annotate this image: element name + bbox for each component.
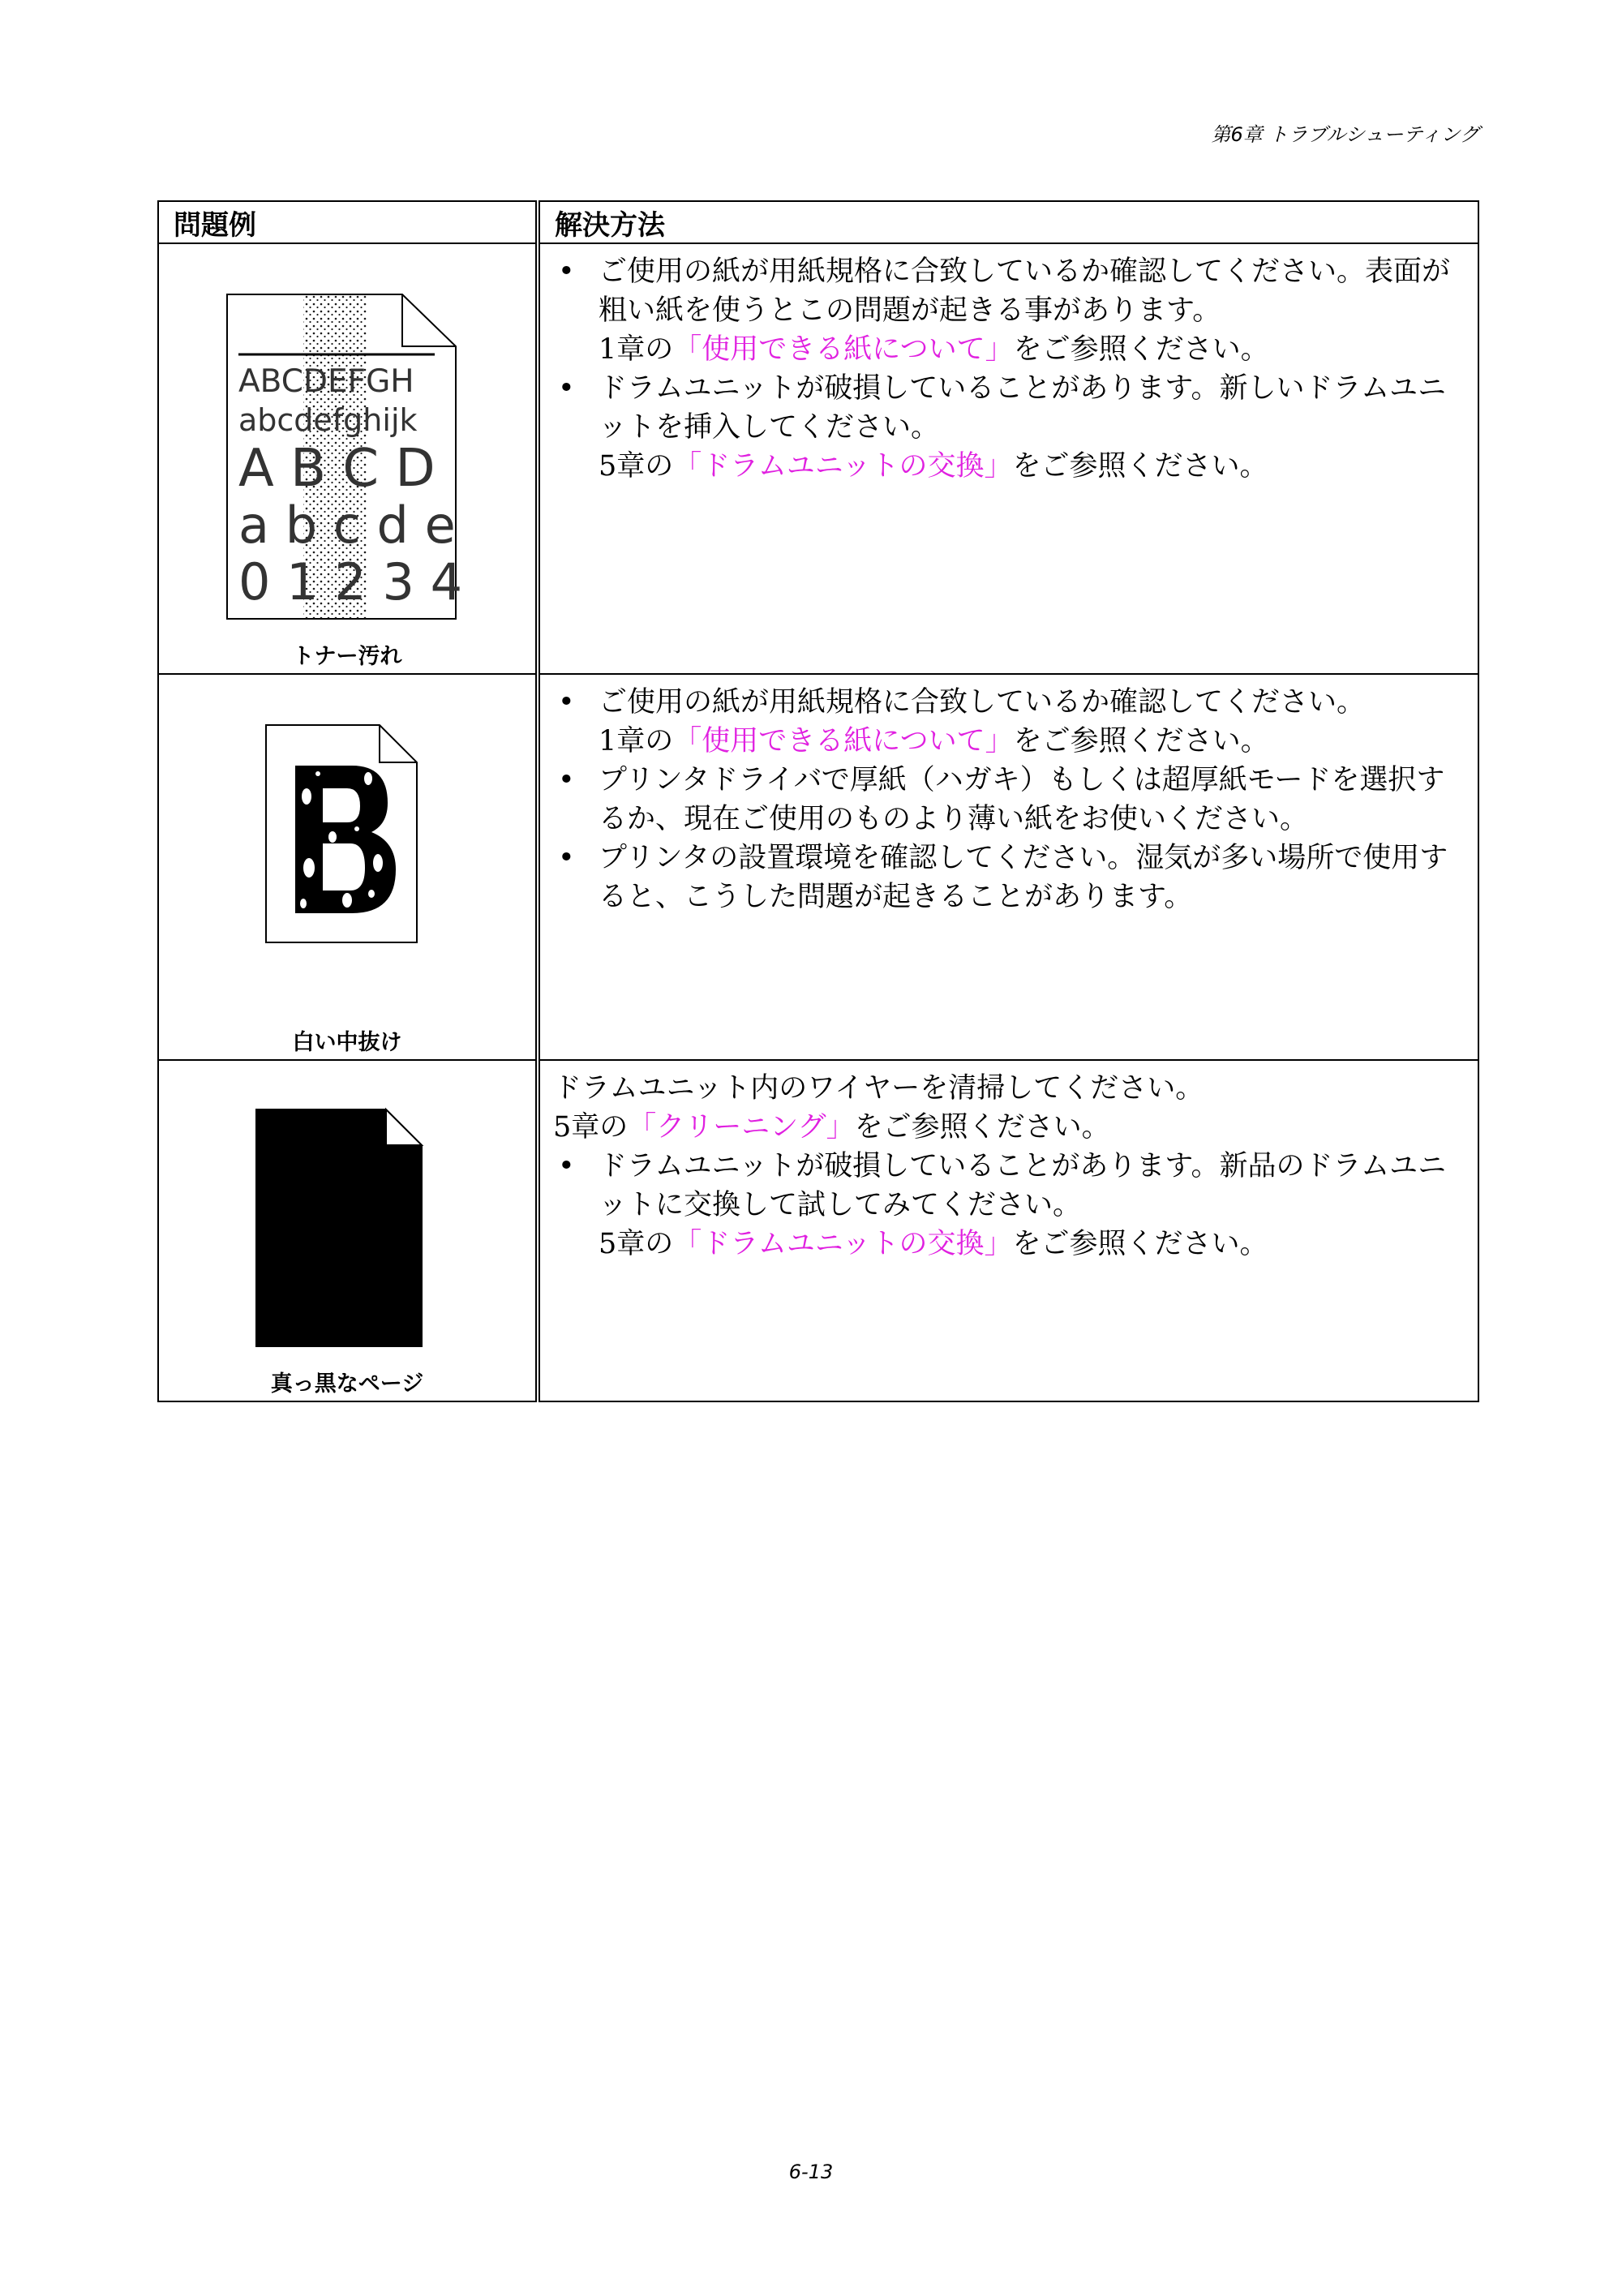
reference-prefix: 1章の	[599, 333, 674, 366]
page-fold	[386, 1109, 422, 1145]
page-number: 6-13	[788, 2161, 834, 2183]
reference-link-cleaning[interactable]: 「クリーニング」	[628, 1111, 855, 1144]
problem-caption: トナー汚れ	[292, 644, 402, 669]
reference-prefix: 5章の	[553, 1111, 629, 1144]
white-spots-illustration	[159, 675, 516, 1024]
solution-text: • プリンタの設置環境を確認してください。湿気が多い場所で使用すると、こうした問題が起きることがあります。	[599, 842, 1448, 913]
list-item	[553, 369, 1461, 486]
reference-link-drum[interactable]: 「ドラムユニットの交換」	[673, 1228, 1013, 1260]
solution-text: • ご使用の紙が用紙規格に合致しているか確認してください。表面が粗い紙を使うとこの問題が起きる事があります。	[599, 255, 1451, 327]
solution-cell-toner-smear	[538, 243, 1478, 674]
reference-prefix: 5章の	[599, 1228, 674, 1260]
reference-link-drum[interactable]: 「ドラムユニットの交換」	[673, 450, 1013, 483]
solution-text: • ドラムユニットが破損していることがあります。新品のドラムユニットに交換して試してみてください。	[599, 1150, 1447, 1221]
table-row	[158, 1060, 1478, 1401]
reference-prefix: 5章の	[599, 450, 674, 483]
list-item	[553, 761, 1461, 839]
solution-text: • ドラムユニットが破損していることがあります。新しいドラムユニットを挿入してください。	[599, 372, 1447, 444]
solution-reference	[553, 1108, 1461, 1147]
reference-link-paper[interactable]: 「使用できる紙について」	[673, 725, 1014, 757]
solution-list	[553, 1147, 1461, 1264]
reference-link-paper[interactable]: 「使用できる紙について」	[673, 333, 1014, 366]
solution-reference	[599, 1225, 1461, 1264]
list-item	[553, 839, 1461, 916]
sample-text-line5: 0 1 2 3 4	[238, 552, 463, 612]
list-item	[553, 252, 1461, 369]
solution-cell-black-page	[538, 1060, 1478, 1401]
solution-reference	[599, 447, 1461, 486]
sample-text-line3: A B C D	[238, 439, 436, 499]
reference-suffix: をご参照ください。	[1012, 1228, 1268, 1260]
solution-list	[553, 683, 1461, 916]
table-row	[158, 674, 1478, 1060]
reference-suffix: をご参照ください。	[1013, 333, 1269, 366]
solution-reference	[599, 722, 1461, 761]
solution-text: • ご使用の紙が用紙規格に合致しているか確認してください。	[599, 686, 1366, 719]
solution-reference	[599, 330, 1461, 369]
reference-suffix: をご参照ください。	[1012, 450, 1268, 483]
table-header-row	[158, 201, 1478, 243]
list-item	[553, 1147, 1461, 1264]
reference-prefix: 1章の	[599, 725, 674, 757]
solution-intro: ドラムユニット内のワイヤーを清掃してください。	[553, 1072, 1204, 1105]
table-row	[158, 243, 1478, 674]
solution-list	[553, 252, 1461, 486]
sample-text-line1: ABCDEFGH	[238, 363, 414, 400]
problem-cell-white-spots	[158, 674, 538, 1060]
black-page-illustration	[159, 1061, 516, 1369]
solution-text: • プリンタドライバで厚紙（ハガキ）もしくは超厚紙モードを選択するか、現在ご使用のものより薄い紙をお使いください。	[599, 764, 1445, 835]
sample-text-line4: a b c d e	[238, 496, 456, 555]
column-header-problem: 問題例	[158, 201, 538, 243]
problem-cell-black-page	[158, 1060, 538, 1401]
problem-caption: 真っ黒なページ	[270, 1371, 424, 1397]
reference-suffix: をご参照ください。	[854, 1111, 1110, 1144]
sample-text-line2: abcdefghijk	[238, 402, 418, 438]
list-item	[553, 683, 1461, 761]
reference-suffix: をご参照ください。	[1013, 725, 1269, 757]
letter-b-glyph	[295, 766, 396, 913]
toner-smear-illustration	[159, 244, 516, 650]
running-header: 第6章 トラブルシューティング	[1211, 123, 1479, 146]
column-header-solution: 解決方法	[538, 201, 1478, 243]
problem-cell-toner-smear	[158, 243, 538, 674]
problem-caption: 白い中抜け	[292, 1030, 402, 1055]
troubleshooting-table	[157, 200, 1479, 1402]
solution-cell-white-spots	[538, 674, 1478, 1060]
